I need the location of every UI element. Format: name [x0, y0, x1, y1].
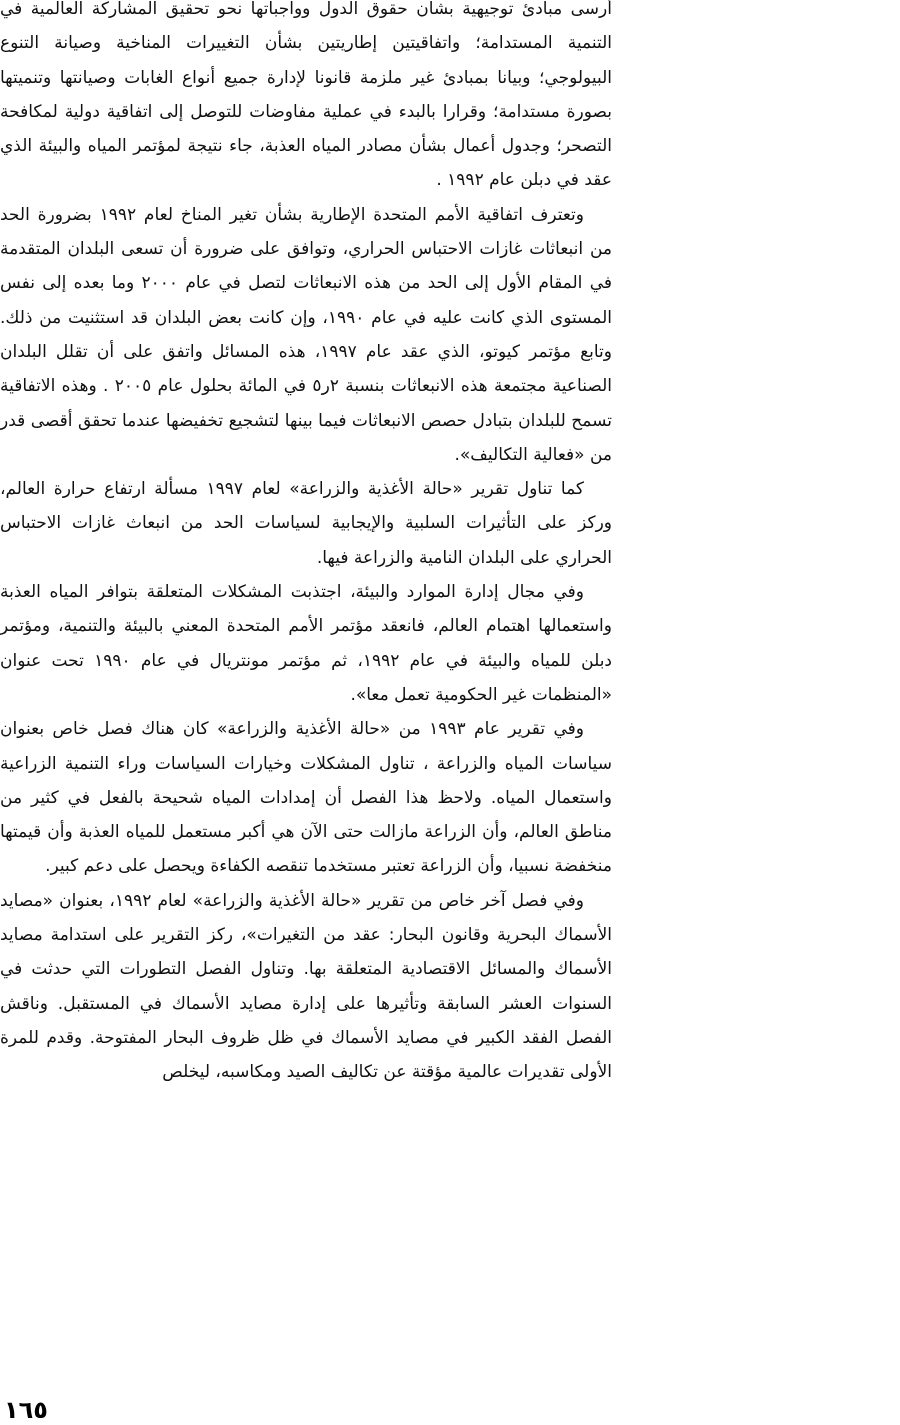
paragraph-3: كما تناول تقرير «حالة الأغذية والزراعة» لعام ١٩٩٧ مسألة ارتفاع حرارة العالم، وركز على التأثيرات السلبية والإيجابية لسياسات الحد من انبعاث غازات الاحتباس الحراري على البلدان النامية والزراعة فيها. [0, 479, 612, 568]
paragraph-6: وفي فصل آخر خاص من تقرير «حالة الأغذية والزراعة» لعام ١٩٩٢، بعنوان «مصايد الأسماك البحرية وقانون البحار: عقد من التغيرات»، ركز التقرير على استدامة مصايد الأسماك والمسائل الاقتصادية المتعلقة بها. وتناول الفصل التطورات التي حدثت في السنوات العشر السابقة وتأثيرها على إدارة مصايد الأسماك في المستقبل. وناقش الفصل الفقد الكبير في مصايد الأسماك في ظل ظروف البحار المفتوحة. وقدم للمرة الأولى تقديرات عالمية مؤقتة عن تكاليف الصيد ومكاسبه، ليخلص [0, 890, 612, 1083]
paragraph-4: وفي مجال إدارة الموارد والبيئة، اجتذبت المشكلات المتعلقة بتوافر المياه العذبة واستعمالها اهتمام العالم، فانعقد مؤتمر الأمم المتحدة المعني بالبيئة والتنمية، ومؤتمر دبلن للمياه والبيئة في عام ١٩٩٢، ثم مؤتمر مونتريال في عام ١٩٩٠ تحت عنوان «المنظمات غير الحكومية تعمل معا». [0, 582, 612, 705]
paragraph-1: أرسى مبادئ توجيهية بشأن حقوق الدول وواجباتها نحو تحقيق المشاركة العالمية في التنمية المستدامة؛ واتفاقيتين إطاريتين بشأن التغييرات المناخية وصيانة التنوع البيولوجي؛ وبيانا بمبادئ غير ملزمة قانونا لإدارة جميع أنواع الغابات وصيانتها وتنميتها بصورة مستدامة؛ وقرارا بالبدء في عملية مفاوضات للتوصل إلى اتفاقية دولية لمكافحة التصحر؛ وجدول أعمال بشأن مصادر المياه العذبة، جاء نتيجة لمؤتمر المياه والبيئة الذي عقد في دبلن عام ١٩٩٢ . [0, 0, 612, 191]
paragraph-5: وفي تقرير عام ١٩٩٣ من «حالة الأغذية والزراعة» كان هناك فصل خاص بعنوان سياسات المياه والزراعة ، تناول المشكلات وخيارات السياسات وراء التنمية الزراعية واستعمال المياه. ولاحظ هذا الفصل أن إمدادات المياه شحيحة بالفعل في كثير من مناطق العالم، وأن الزراعة مازالت حتى الآن هي أكبر مستعمل للمياه العذبة وأن قيمتها منخفضة نسبيا، وأن الزراعة تعتبر مستخدما تنقصه الكفاءة ويحصل على دعم كبير. [0, 719, 612, 877]
page-number: ١٦٥ [4, 1396, 48, 1424]
paragraph-2: وتعترف اتفاقية الأمم المتحدة الإطارية بشأن تغير المناخ لعام ١٩٩٢ بضرورة الحد من انبعاثات غازات الاحتباس الحراري، وتوافق على ضرورة أن تسعى البلدان المتقدمة في المقام الأول إلى الحد من هذه الانبعاثات لتصل في عام ٢٠٠٠ وما بعده إلى نفس المستوى الذي كانت عليه في عام ١٩٩٠، وإن كانت بعض البلدان قد استثنيت من ذلك. وتابع مؤتمر كيوتو، الذي عقد عام ١٩٩٧، هذه المسائل واتفق على أن تقلل البلدان الصناعية مجتمعة هذه الانبعاثات بنسبة ٢ر٥ في المائة بحلول عام ٢٠٠٥ . وهذه الاتفاقية تسمح للبلدان بتبادل حصص الانبعاثات فيما بينها لتشجيع تخفيضها عندما تحقق أقصى قدر من «فعالية التكاليف». [0, 204, 613, 465]
